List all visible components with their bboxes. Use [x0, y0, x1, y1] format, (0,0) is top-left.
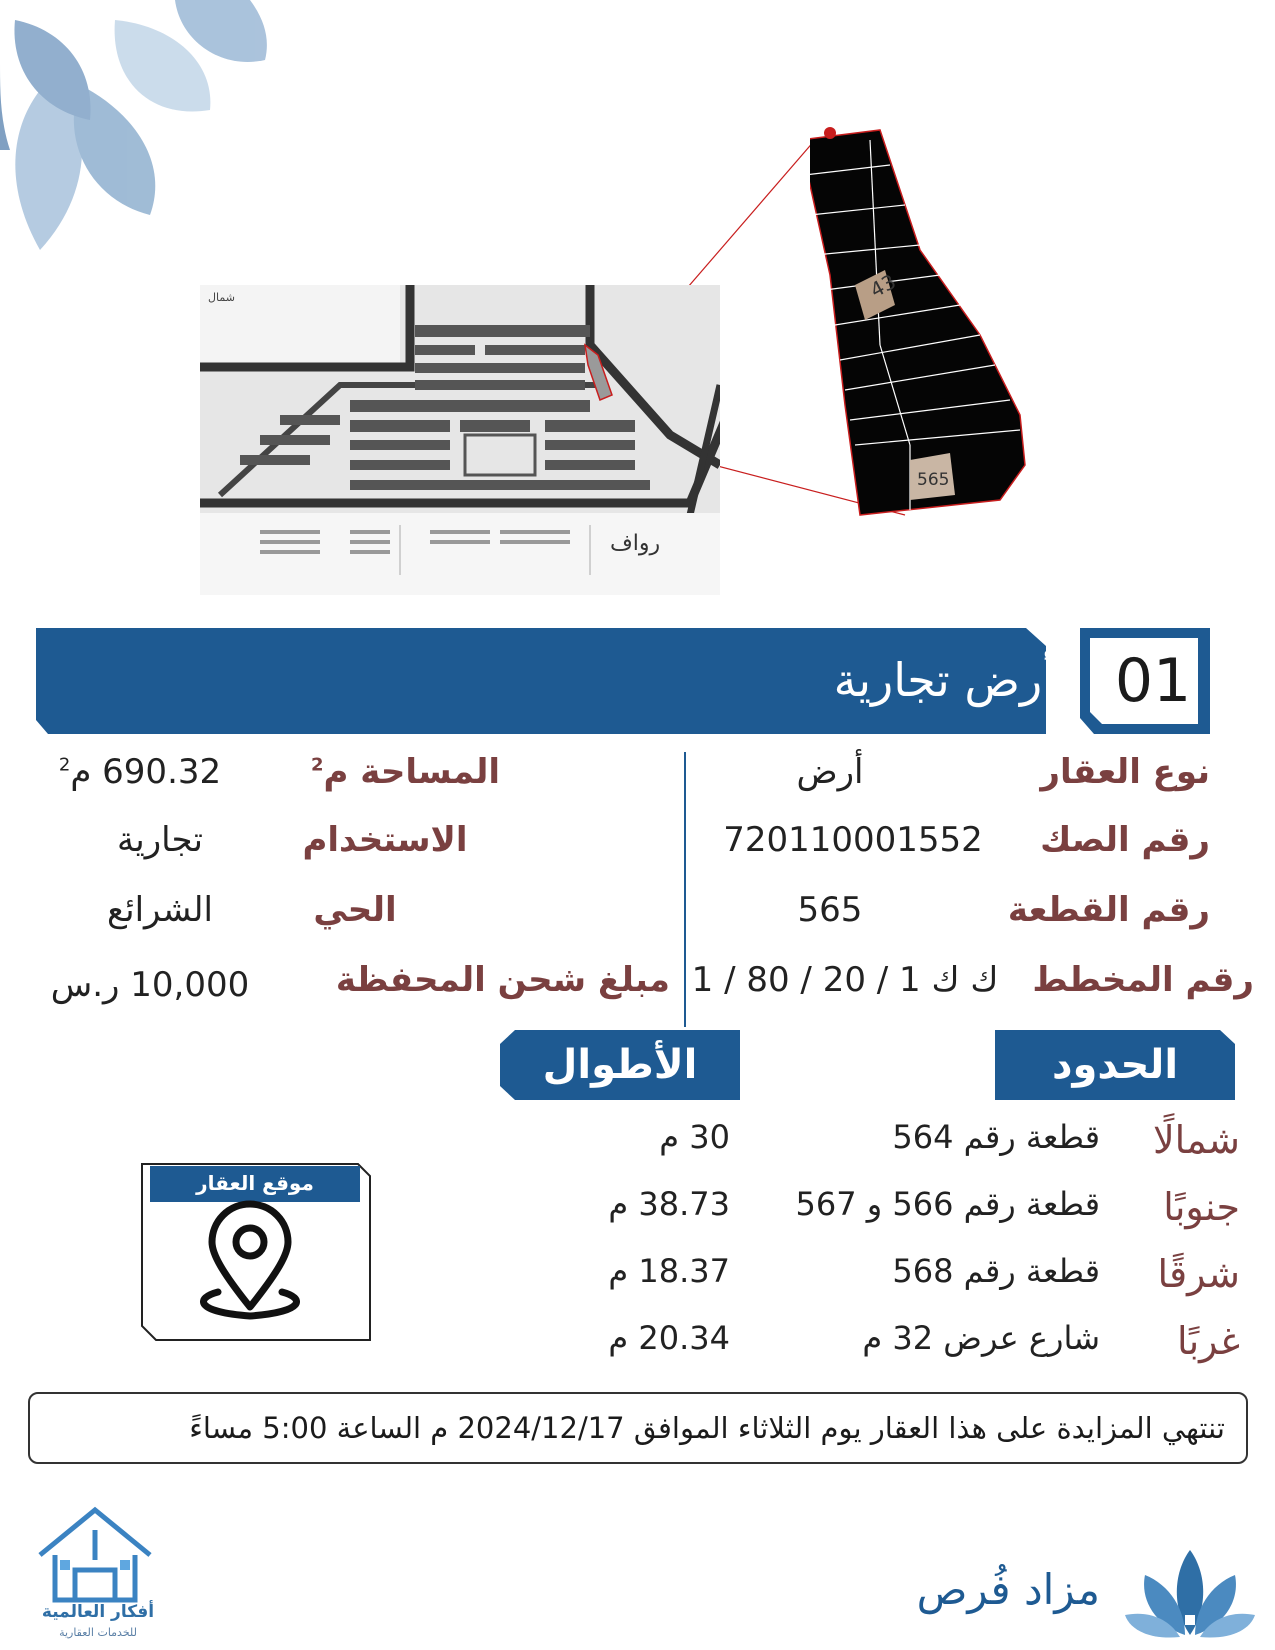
map-brand-label: رواف	[610, 531, 661, 556]
boundary-north-length: 30 م	[659, 1118, 730, 1156]
master-plan-map	[200, 285, 720, 595]
boundary-south-length: 38.73 م	[608, 1185, 730, 1223]
area-value-sup: 2	[58, 754, 71, 776]
district-value: الشرائع	[107, 890, 213, 930]
brand-name: مزاد فُرص	[916, 1565, 1100, 1614]
plot-565-label: 565	[917, 470, 950, 490]
plan-number-label: رقم المخطط	[1032, 960, 1254, 1000]
plan-number-value: ك ك 1 / 20 / 80 / 1	[691, 960, 999, 1000]
area-label-text: المساحة م	[323, 752, 500, 792]
boundary-south-direction: جنوبًا	[1163, 1185, 1240, 1229]
usage-value: تجارية	[117, 820, 203, 860]
location-card-title[interactable]: موقع العقار	[196, 1171, 314, 1195]
area-value-text: 690.32 م	[70, 752, 222, 792]
lot-number: 01	[1114, 646, 1192, 716]
area-value	[40, 752, 240, 792]
brand-flower-icon	[1125, 1545, 1255, 1640]
plot-number-label: رقم القطعة	[1007, 890, 1210, 930]
wallet-charge-value: 10,000 ر.س	[50, 965, 250, 1005]
property-type-label: نوع العقار	[1040, 752, 1210, 792]
boundary-west-length: 20.34 م	[608, 1319, 730, 1357]
area-label-sup: 2	[311, 754, 324, 776]
boundary-east-direction: شرقًا	[1157, 1252, 1240, 1296]
boundary-north-direction: شمالًا	[1152, 1118, 1240, 1162]
boundary-north-description: قطعة رقم 564	[892, 1118, 1100, 1156]
boundary-east-description: قطعة رقم 568	[892, 1252, 1100, 1290]
plot-43-label: 43	[866, 269, 900, 303]
boundary-west-direction: غربًا	[1177, 1319, 1240, 1363]
plot-zoom-drawing	[810, 115, 1090, 535]
district-label: الحي	[313, 890, 397, 930]
lengths-title: الأطوال	[542, 1042, 698, 1088]
logo-company-subtitle: للخدمات العقارية	[59, 1626, 137, 1639]
deed-number-label: رقم الصك	[1040, 820, 1210, 860]
boundary-east-length: 18.37 م	[608, 1252, 730, 1290]
usage-label: الاستخدام	[302, 820, 468, 860]
boundary-south-description: قطعة رقم 566 و 567	[795, 1185, 1100, 1223]
boundary-west-description: شارع عرض 32 م	[862, 1319, 1100, 1357]
info-column-divider	[684, 752, 686, 1027]
property-type-value: أرض	[796, 752, 864, 792]
corner-flower-decoration	[0, 0, 280, 270]
map-north-label: شمال	[208, 291, 235, 304]
wallet-charge-label: مبلغ شحن المحفظة	[335, 960, 670, 1000]
logo-company-name: أفكار العالمية	[41, 1602, 155, 1622]
deed-number-value: 720110001552	[723, 820, 983, 860]
area-label	[280, 752, 500, 792]
boundaries-title: الحدود	[1051, 1042, 1179, 1088]
auction-end-notice: تنتهي المزايدة على هذا العقار يوم الثلاثاء الموافق 2024/12/17 م الساعة 5:00 مساءً	[189, 1411, 1225, 1445]
plot-number-value: 565	[797, 890, 863, 930]
property-title: أرض تجارية	[833, 653, 1055, 707]
